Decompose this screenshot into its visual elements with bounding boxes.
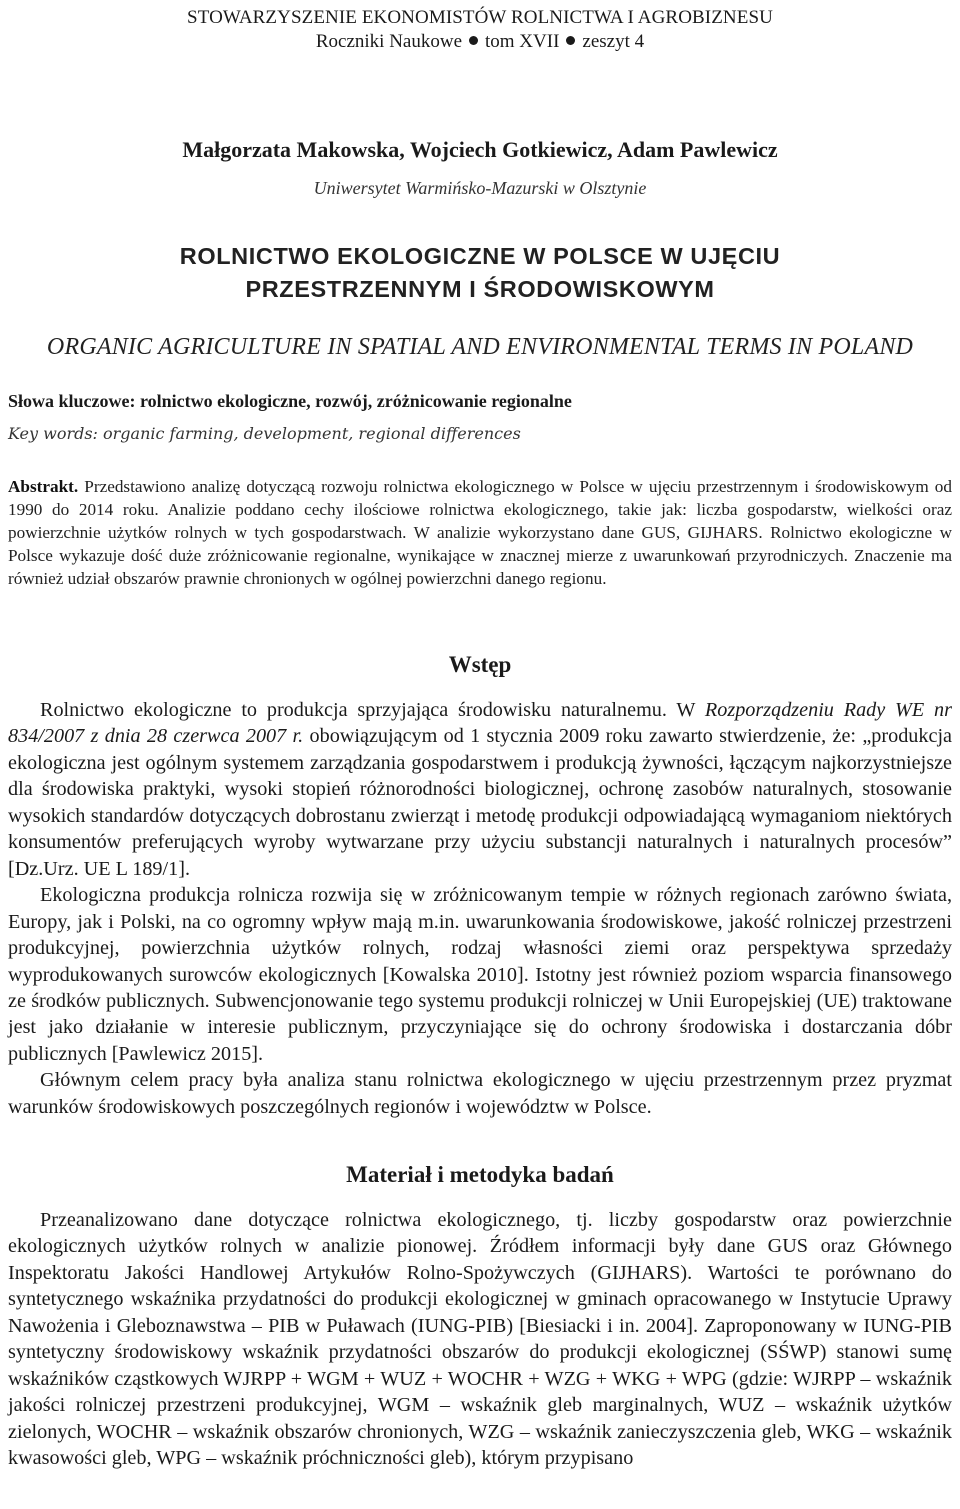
abstract-label: Abstrakt. — [8, 477, 79, 496]
intro-section — [8, 697, 952, 1120]
keywords-en: Key words: organic farming, development, regional differences — [8, 424, 521, 443]
paragraph — [8, 697, 952, 882]
title-pl-line-1: ROLNICTWO EKOLOGICZNE W POLSCE W UJĘCIU — [179, 243, 781, 269]
society-header: STOWARZYSZENIE EKONOMISTÓW ROLNICTWA I AGROBIZNESU — [187, 7, 773, 28]
authors: Małgorzata Makowska, Wojciech Gotkiewicz, Adam Pawlewicz — [182, 137, 778, 162]
abstract — [8, 475, 952, 590]
article-title-en: ORGANIC AGRICULTURE IN SPATIAL AND ENVIRONMENTAL TERMS IN POLAND — [46, 334, 914, 360]
bullet-icon — [469, 36, 478, 45]
paragraph: Głównym celem pracy była analiza stanu rolnictwa ekologicznego w ujęciu przestrzennym przez pryzmat warunków środowiskowych poszczególnych regionów i województw w Polsce. — [8, 1069, 952, 1118]
issue-label: zeszyt 4 — [582, 31, 645, 52]
bullet-icon — [566, 36, 575, 45]
volume-label: tom XVII — [485, 31, 560, 52]
methods-section — [8, 1207, 952, 1472]
affiliation: Uniwersytet Warmińsko-Mazurski w Olsztynie — [313, 178, 647, 198]
regulation-reference: Rozporządzeniu Rady WE nr 834/2007 z dnia 28 czerwca 2007 r. — [8, 699, 952, 748]
section-heading-methods: Materiał i metodyka badań — [346, 1162, 614, 1187]
paragraph: Przeanalizowano dane dotyczące rolnictwa ekologicznego, tj. liczby gospodarstw oraz powierzchnie ekologicznych użytków rolnych w analizie pionowej. Źródłem informacji były dane GUS oraz Głównego Inspektoratu Jakości Handlowej Artykułów Rolno-Spożywczych (GIJHARS). Wartości te porównano do syntetycznego wskaźnika przydatności do produkcji ekologicznej w gminach opracowanego w Instytucie Uprawy Nawożenia i Gleboznawstwa – PIB w Puławach (IUNG-PIB) [Biesiacki i in. 2004]. Zaproponowany w IUNG-PIB syntetyczny środowiskowy wskaźnik przydatności obszarów do produkcji ekologicznej (SŚWP) stanowi sumę wskaźników cząstkowych WJRPP + WGM + WUZ + WOCHR + WZG + WKG + WPG (gdzie: WJRPP – wskaźnik jakości rolniczej przestrzeni produkcyjnej, WGM – wskaźnik gleb marginalnych, WUZ – wskaźnik użytków zielonych, WOCHR – wskaźnik obszarów chronionych, WZG – wskaźnik zanieczyszczenia gleb, WKG – wskaźnik kwasowości gleb, WPG – wskaźnik próchniczności gleb), którym przypisano — [8, 1209, 952, 1470]
abstract-text: Przedstawiono analizę dotyczącą rozwoju rolnictwa ekologicznego w Polsce w ujęciu przestrzennym i środowiskowym od 1990 do 2014 roku. Analizie poddano cechy ilościowe rolnictwa ekologicznego, takie jak: liczba gospodarstw, wielkości oraz powierzchnie użytków rolnych w tych gospodarstwach. W analizie wykorzystano dane GUS, GIJHARS. Rolnictwo ekologiczne w Polsce wykazuje dość duże zróżnicowanie regionalne, wynikające w znacznej mierze z uwarunkowań przyrodniczych. Znaczenie ma również udział obszarów prawnie chronionych w ogólnej powierzchni danego regionu. — [8, 477, 952, 589]
title-pl-line-2: PRZESTRZENNYM I ŚRODOWISKOWYM — [245, 276, 715, 302]
keywords-pl: Słowa kluczowe: rolnictwo ekologiczne, rozwój, zróżnicowanie regionalne — [8, 391, 572, 411]
section-heading-intro: Wstęp — [448, 652, 512, 677]
paragraph-text: obowiązującym od 1 stycznia 2009 roku zawarto stwierdzenie, że: „produkcja ekologiczna jest ogólnym systemem zarządzania gospodarstwem i produkcją żywności, łączącym najkorzystniejsze dla środowiska praktyki, wysoki stopień różnorodności biologicznej, ochronę zasobów naturalnych, stosowanie wysokich standardów dotyczących dobrostanu zwierząt i metodę produkcji odpowiadającą wymaganiom niektórych konsumentów preferujących wyroby wytwarzane przy użyciu substancji naturalnych i naturalnych procesów” [Dz.Urz. UE L 189/1]. — [8, 725, 953, 880]
article-title-pl — [0, 240, 960, 306]
annals-name: Roczniki Naukowe — [315, 31, 462, 52]
annals-line — [0, 31, 960, 53]
paragraph-text: Rolnictwo ekologiczne to produkcja sprzyjająca środowisku naturalnemu. W — [40, 699, 705, 721]
paragraph: Ekologiczna produkcja rolnicza rozwija się w zróżnicowanym tempie w różnych regionach zarówno świata, Europy, jak i Polski, na co ogromny wpływ mają m.in. uwarunkowania środowiskowe, jakość rolniczej przestrzeni produkcyjnej, powierzchnia użytków rolnych, rodzaj własności ziemi oraz perspektywa sprzedaży wyprodukowanych surowców ekologicznych [Kowalska 2010]. Istotny jest również poziom wsparcia finansowego ze środków publicznych. Subwencjonowanie tego systemu produkcji rolniczej w Unii Europejskiej (UE) traktowane jest jako działanie w interesie publicznym, przyczyniające się do ochrony środowiska i dostarczania dóbr publicznych [Pawlewicz 2015]. — [8, 884, 952, 1065]
